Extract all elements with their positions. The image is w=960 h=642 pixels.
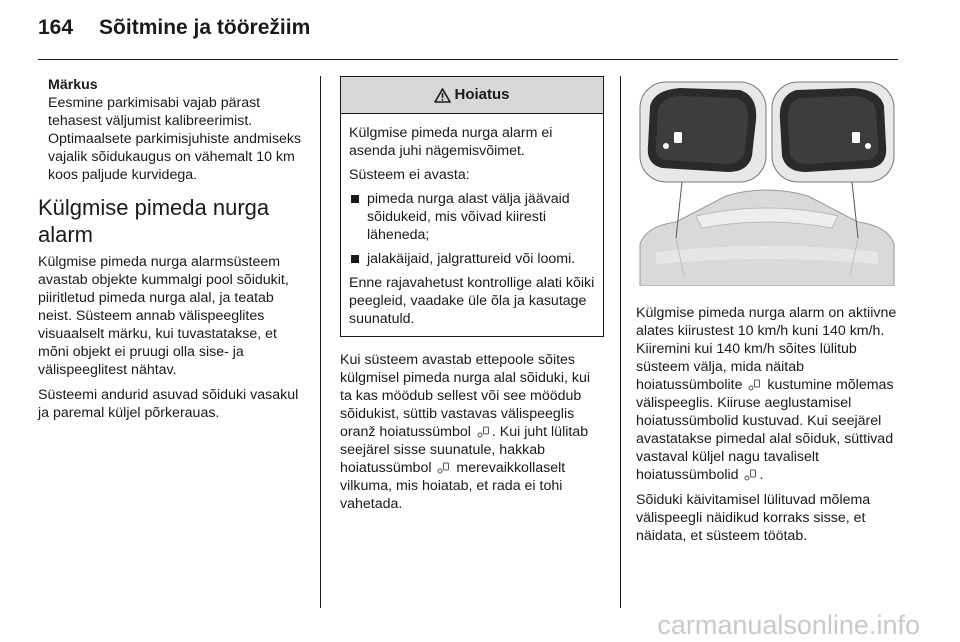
side-mirror-illustration [636,76,898,286]
blind-spot-symbol-icon [437,462,450,474]
blind-spot-symbol-icon [477,426,490,438]
note-text: Eesmine parkimisabi vajab pärast tehasest väljumist kalibreerimist. Optimaalsete parkimisjuhiste andmiseks vajalik sõidukaugus on vähemalt 10 km koos paljude kurvidega. [48,95,302,183]
paragraph: Külgmise pimeda nurga alarmsüsteem avastab objekte kummalgi pool sõidukit, piiritletud pimeda nurga alal, ja teatab neist. Süsteem annab välispeeglites visuaalselt märku, kui tuvastatakse, et mõni objekt ei pruugi olla sise- ja välispeeglitest nähtav. [38,254,289,378]
paragraph: Sõiduki käivitamisel lülituvad mõlema välispeegli näidikud korraks sisse, et näidata, et süsteem töötab. [636,492,871,544]
warning-triangle-icon [434,88,451,103]
paragraph-text: kustumine mõlemas välispeeglis. Kiiruse aeglustamisel hoiatussümbolid kustuvad. Kui seejärel avastatakse pimedal alal sõiduk, süttivad vastaval küljel nagu tavaliselt hoiatussümbolid [636,377,894,483]
bullet-icon [351,255,359,263]
blind-spot-symbol-icon [744,469,757,481]
column-divider-2 [620,76,621,608]
paragraph [340,351,604,513]
column-divider-1 [320,76,321,608]
column-middle [340,76,604,520]
paragraph [636,304,902,484]
paragraph-text: . [759,467,764,483]
warning-paragraph: Süsteem ei avasta: [349,167,470,183]
paragraph-text: merevaikkollaselt vilkuma, mis hoiatab, et rada ei tohi vahetada. [340,460,566,512]
page-header [38,16,310,56]
warning-list [349,190,595,268]
paragraph-text: Kui süsteem avastab ettepoole sõites külgmisel pimeda nurga alal sõiduki, kui ta kas möödub sellest või see möödub sõidukist, süttib vastavas välispeeglis oranž hoiatussümbol [340,352,590,440]
note-title: Märkus [48,77,98,93]
paragraph: Süsteemi andurid asuvad sõiduki vasakul ja paremal küljel põrkerauas. [38,387,299,421]
note-box [38,76,306,184]
watermark: carmanualsonline.info [657,610,920,640]
section-heading: Külgmise pimeda nurga alarm [38,195,270,247]
list-item-text: pimeda nurga alast välja jäävaid sõidukeid, mis võivad kiiresti läheneda; [367,191,570,243]
list-item [349,190,595,244]
column-left [38,76,306,429]
chapter-title: Sõitmine ja töörežiim [99,16,311,39]
warning-paragraph: Külgmise pimeda nurga alarm ei asenda juhi nägemisvõimet. [349,125,553,159]
paragraph-text: Külgmise pimeda nurga alarm on aktiivne alates kiirustest 10 km/h kuni 140 km/h. Kiiremini kui 140 km/h sõites lülitub süsteem välja, mida näitab hoiatussümbolite [636,305,897,393]
list-item-text: jalakäijaid, jalgrattureid või loomi. [367,251,576,267]
blind-spot-symbol-icon [748,379,761,391]
warning-paragraph: Enne rajavahetust kontrollige alati kõiki peegleid, vaadake üle õla ja kasutage suunatuld. [349,275,595,327]
column-right [636,76,902,552]
warning-title: Hoiatus [454,86,510,103]
warning-body [341,114,603,336]
warning-header [341,77,603,114]
warning-box [340,76,604,337]
header-rule [38,59,898,60]
page-number: 164 [38,16,74,39]
list-item [349,250,595,268]
paragraph-text: . Kui juht lülitab seejärel sisse suunatule, hakkab hoiatussümbol [340,424,589,476]
bullet-icon [351,195,359,203]
